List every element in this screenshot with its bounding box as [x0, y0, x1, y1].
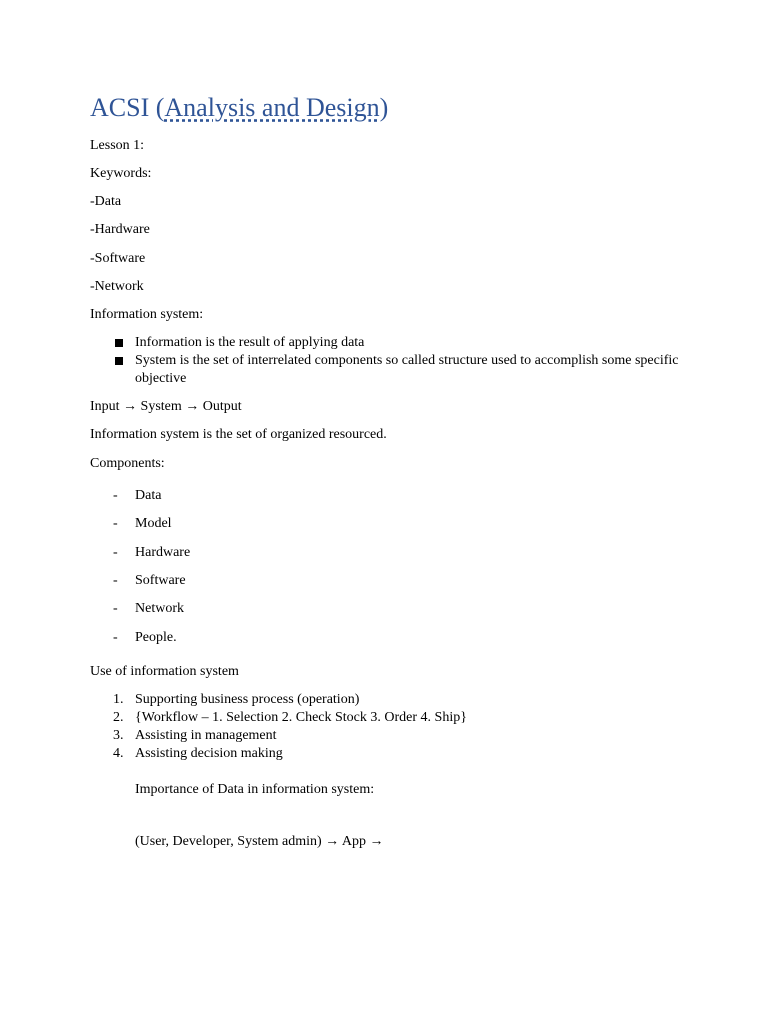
dash-marker: - — [113, 573, 118, 588]
dash-marker: - — [113, 630, 118, 645]
component-text: People. — [135, 630, 177, 645]
lesson-label: Lesson 1: — [90, 138, 145, 153]
flow-line: Input → System → Output — [90, 399, 242, 414]
importance-label: Importance of Data in information system: — [135, 782, 375, 797]
keyword-item: -Hardware — [90, 222, 150, 237]
use-text: {Workflow – 1. Selection 2. Check Stock 3. Order 4. Ship} — [135, 710, 467, 725]
keyword-item: -Network — [90, 279, 144, 294]
info-bullet-text: Information is the result of applying data — [135, 335, 365, 350]
dash-marker: - — [113, 516, 118, 531]
keyword-item: -Software — [90, 251, 146, 266]
info-bullet-text: System is the set of interrelated components so called structure used to accomplish some specific objective — [135, 353, 679, 386]
components-label: Components: — [90, 456, 165, 471]
dash-marker: - — [113, 488, 118, 503]
user-flow-line: (User, Developer, System admin) → App → — [135, 834, 384, 849]
component-text: Hardware — [135, 545, 191, 560]
square-bullet-icon — [115, 357, 123, 365]
info-system-label: Information system: — [90, 307, 204, 322]
use-text: Assisting decision making — [135, 746, 283, 761]
component-text: Network — [135, 601, 184, 616]
dash-marker: - — [113, 545, 118, 560]
use-number: 2. — [113, 710, 124, 725]
dash-marker: - — [113, 601, 118, 616]
document-title — [90, 90, 388, 126]
keywords-label: Keywords: — [90, 166, 152, 181]
title-prefix: ACSI ( — [90, 93, 165, 122]
use-text: Supporting business process (operation) — [135, 692, 360, 707]
use-number: 1. — [113, 692, 124, 707]
title-underlined: Analysis and Design — [164, 93, 380, 122]
use-label: Use of information system — [90, 664, 239, 679]
keyword-item: -Data — [90, 194, 122, 209]
component-text: Data — [135, 488, 162, 503]
component-text: Model — [135, 516, 172, 531]
square-bullet-icon — [115, 339, 123, 347]
use-number: 3. — [113, 728, 124, 743]
definition-text: Information system is the set of organized resourced. — [90, 427, 387, 442]
use-text: Assisting in management — [135, 728, 277, 743]
title-suffix: ) — [379, 93, 389, 122]
use-number: 4. — [113, 746, 124, 761]
component-text: Software — [135, 573, 186, 588]
